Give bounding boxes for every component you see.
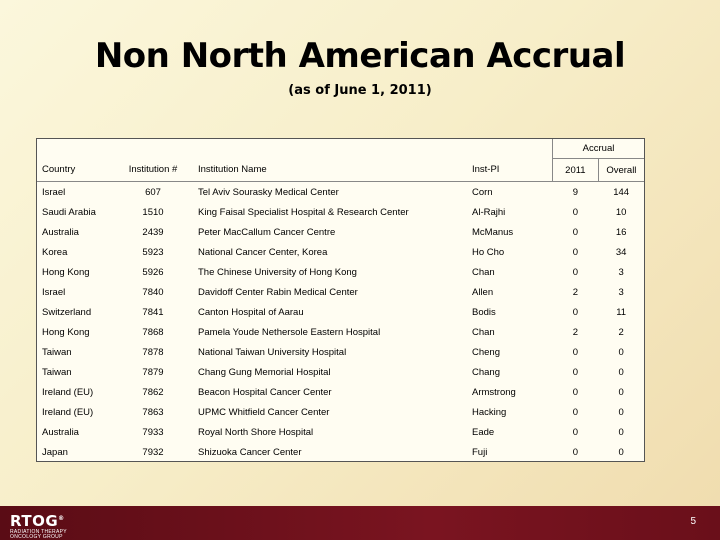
cell-institution-name: Pamela Youde Nethersole Eastern Hospital <box>198 326 381 338</box>
cell-2011: 2 <box>572 326 579 338</box>
cell-inst-pi: Bodis <box>472 306 496 318</box>
cell-country: Taiwan <box>42 346 72 358</box>
table-row <box>37 282 644 302</box>
header-institution-name: Institution Name <box>194 159 466 182</box>
cell-institution-number: 7868 <box>142 326 164 338</box>
cell-institution-name: Davidoff Center Rabin Medical Center <box>198 286 358 298</box>
cell-country: Japan <box>42 446 68 458</box>
cell-institution-number: 7840 <box>142 286 164 298</box>
cell-country: Australia <box>42 426 79 438</box>
cell-country: Israel <box>42 286 66 298</box>
cell-2011: 2 <box>572 286 579 298</box>
cell-inst-pi: Ho Cho <box>472 246 505 258</box>
cell-2011: 0 <box>572 386 579 398</box>
cell-institution-number: 5923 <box>142 246 164 258</box>
cell-institution-name: Canton Hospital of Aarau <box>198 306 304 318</box>
cell-overall: 16 <box>615 226 627 238</box>
cell-inst-pi: Hacking <box>472 406 507 418</box>
table-row <box>37 302 644 322</box>
table-row <box>37 222 644 242</box>
cell-institution-name: Peter MacCallum Cancer Centre <box>198 226 336 238</box>
cell-overall: 2 <box>618 326 624 338</box>
cell-inst-pi: McManus <box>472 226 514 238</box>
cell-country: Ireland (EU) <box>42 406 94 418</box>
cell-inst-pi: Cheng <box>472 346 500 358</box>
cell-2011: 0 <box>572 446 579 458</box>
cell-country: Hong Kong <box>42 326 90 338</box>
cell-2011: 0 <box>572 226 579 238</box>
cell-institution-name: Beacon Hospital Cancer Center <box>198 386 332 398</box>
cell-inst-pi: Chang <box>472 366 500 378</box>
cell-overall: 3 <box>618 266 624 278</box>
cell-inst-pi: Al-Rajhi <box>472 206 506 218</box>
cell-institution-name: National Taiwan University Hospital <box>198 346 347 358</box>
cell-2011: 0 <box>572 426 579 438</box>
table-row <box>37 322 644 342</box>
slide-title: Non North American Accrual <box>94 36 626 76</box>
accrual-grid <box>37 139 644 462</box>
table-row <box>37 262 644 282</box>
group-header-row <box>37 139 644 159</box>
cell-overall: 144 <box>613 186 630 198</box>
cell-overall: 0 <box>618 406 624 418</box>
cell-institution-number: 7862 <box>142 386 164 398</box>
cell-country: Korea <box>42 246 68 258</box>
accrual-table <box>36 138 645 462</box>
table-row <box>37 362 644 382</box>
cell-institution-number: 7863 <box>142 406 164 418</box>
header-2011: 2011 <box>553 159 599 182</box>
cell-inst-pi: Corn <box>472 186 493 198</box>
logo-name: RTOG <box>10 512 59 530</box>
cell-inst-pi: Armstrong <box>472 386 516 398</box>
cell-institution-number: 7933 <box>142 426 164 438</box>
cell-overall: 0 <box>618 446 624 458</box>
table-row <box>37 382 644 402</box>
cell-2011: 0 <box>572 306 579 318</box>
cell-institution-name: Royal North Shore Hospital <box>198 426 314 438</box>
cell-overall: 0 <box>618 366 624 378</box>
cell-inst-pi: Allen <box>472 286 494 298</box>
cell-country: Taiwan <box>42 366 72 378</box>
cell-country: Ireland (EU) <box>42 386 94 398</box>
cell-institution-number: 7879 <box>142 366 164 378</box>
logo-mark: ® <box>58 515 65 522</box>
cell-country: Hong Kong <box>42 266 90 278</box>
table-row <box>37 422 644 442</box>
header-overall: Overall <box>598 159 644 182</box>
cell-inst-pi: Eade <box>472 426 495 438</box>
cell-inst-pi: Chan <box>472 266 495 278</box>
cell-overall: 0 <box>618 426 624 438</box>
cell-institution-name: Shizuoka Cancer Center <box>198 446 302 458</box>
header-country: Country <box>37 159 112 182</box>
cell-overall: 0 <box>618 386 624 398</box>
cell-institution-name: King Faisal Specialist Hospital & Research Center <box>198 206 409 218</box>
cell-country: Switzerland <box>42 306 92 318</box>
cell-institution-number: 5926 <box>142 266 164 278</box>
cell-2011: 0 <box>572 246 579 258</box>
cell-2011: 0 <box>572 366 579 378</box>
cell-institution-name: UPMC Whitfield Cancer Center <box>198 406 330 418</box>
header-institution-number: Institution # <box>112 159 194 182</box>
table-row <box>37 342 644 362</box>
cell-institution-number: 2439 <box>142 226 164 238</box>
cell-2011: 0 <box>572 406 579 418</box>
table-row <box>37 442 644 462</box>
cell-institution-number: 1510 <box>142 206 164 218</box>
cell-institution-name: Tel Aviv Sourasky Medical Center <box>198 186 339 198</box>
cell-country: Israel <box>42 186 66 198</box>
cell-2011: 0 <box>572 206 579 218</box>
cell-institution-number: 7932 <box>142 446 164 458</box>
cell-2011: 9 <box>572 186 579 198</box>
footer-bar <box>0 506 720 540</box>
cell-institution-number: 7841 <box>142 306 164 318</box>
table-row <box>37 202 644 222</box>
cell-overall: 34 <box>615 246 627 258</box>
cell-inst-pi: Fuji <box>472 446 488 458</box>
cell-country: Australia <box>42 226 79 238</box>
page-number: 5 <box>690 516 696 527</box>
cell-overall: 11 <box>616 306 627 318</box>
cell-institution-number: 607 <box>145 186 161 198</box>
table-row <box>37 402 644 422</box>
cell-inst-pi: Chan <box>472 326 495 338</box>
logo-tagline-1: RADIATION THERAPY <box>10 529 67 535</box>
cell-overall: 10 <box>615 206 627 218</box>
cell-institution-name: National Cancer Center, Korea <box>198 246 328 258</box>
table-row <box>37 182 644 203</box>
cell-country: Saudi Arabia <box>42 206 96 218</box>
logo-tagline-2: ONCOLOGY GROUP <box>10 534 63 540</box>
header-inst-pi: Inst-PI <box>466 159 553 182</box>
rtog-logo <box>10 512 67 540</box>
column-header-row <box>37 159 644 182</box>
cell-institution-number: 7878 <box>142 346 164 358</box>
cell-2011: 0 <box>572 266 579 278</box>
table-row <box>37 242 644 262</box>
cell-2011: 0 <box>572 346 579 358</box>
slide-subtitle: (as of June 1, 2011) <box>288 83 432 98</box>
cell-overall: 0 <box>618 346 624 358</box>
cell-institution-name: Chang Gung Memorial Hospital <box>198 366 331 378</box>
cell-overall: 3 <box>618 286 624 298</box>
accrual-group-header: Accrual <box>553 139 645 159</box>
cell-institution-name: The Chinese University of Hong Kong <box>198 266 357 278</box>
